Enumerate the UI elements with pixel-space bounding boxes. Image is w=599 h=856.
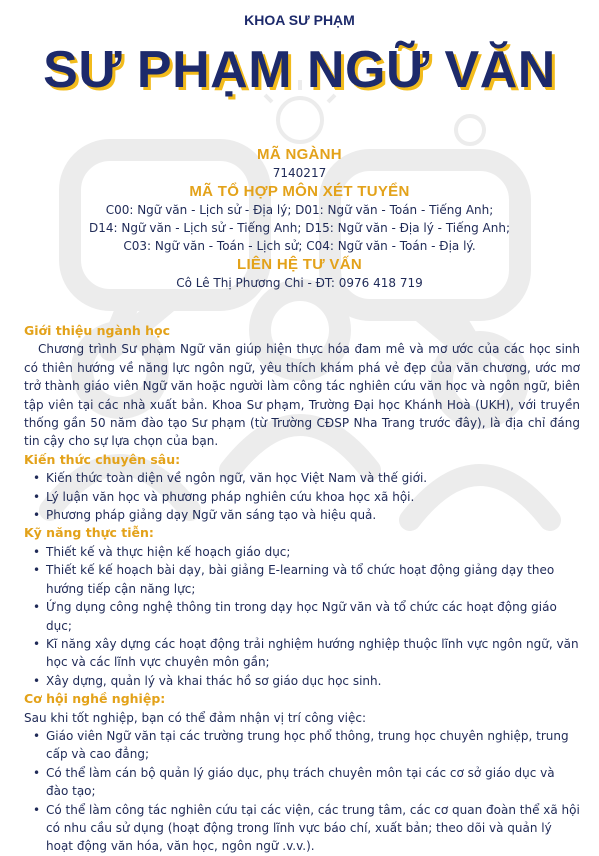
list-item: • Thiết kế kế hoạch bài dạy, bài giảng E-learning và tổ chức hoạt động giảng dạy theo hướng tiếp cận năng lực; — [46, 561, 580, 598]
skills-heading: Kỹ năng thực tiễn: — [24, 525, 154, 541]
contact-heading: LIÊN HỆ TƯ VẤN — [237, 256, 362, 273]
program-code-heading: MÃ NGÀNH — [257, 146, 342, 163]
subject-combo-line: D14: Ngữ văn - Lịch sử - Tiếng Anh; D15: Ngữ văn - Địa lý - Tiếng Anh; — [88, 221, 511, 235]
subject-combo-line: C00: Ngữ văn - Lịch sử - Địa lý; D01: Ngữ văn - Toán - Tiếng Anh; — [105, 203, 494, 217]
list-item: • Có thể làm cán bộ quản lý giáo dục, phụ trách chuyên môn tại các cơ sở giáo dục và đào tạo; — [46, 764, 580, 801]
list-item: • Xây dựng, quản lý và khai thác hồ sơ giáo dục học sinh. — [46, 672, 580, 690]
department-label: KHOA SƯ PHẠM — [244, 12, 355, 28]
list-item: • Thiết kế và thực hiện kế hoạch giáo dục; — [46, 543, 580, 561]
list-item: • Giáo viên Ngữ văn tại các trường trung học phổ thông, trung học chuyên nghiệp, trung cấp và cao đẳng; — [46, 727, 580, 764]
careers-intro: Sau khi tốt nghiệp, bạn có thể đảm nhận vị trí công việc: — [24, 710, 367, 725]
intro-paragraph: Chương trình Sư phạm Ngữ văn giúp hiện thực hóa đam mê và mơ ước của các học sinh có thiên hướng về năng lực ngôn ngữ, yêu thích khám phá vẻ đẹp của văn chương, ước mơ trở thành giáo viên Ngữ văn hoặc người làm công tác nghiên cứu văn học và ngôn ngữ, biên tập viên tại các nhà xuất bản. Khoa Sư phạm, Trường Đại học Khánh Hoà (UKH), với truyền thống gần 50 năm đào tạo Sư phạm (từ Trường CĐSP Nha Trang trước đây), là địa chỉ đáng tin cậy cho sự lựa chọn của bạn. — [24, 342, 580, 449]
program-code-value: 7140217 — [272, 166, 327, 180]
list-item: • Ứng dụng công nghệ thông tin trong dạy học Ngữ văn và tổ chức các hoạt động giáo dục; — [46, 598, 580, 635]
admission-info — [0, 145, 599, 292]
careers-heading: Cơ hội nghề nghiệp: — [24, 691, 166, 707]
intro-heading: Giới thiệu ngành học — [24, 323, 170, 338]
list-item: • Lý luận văn học và phương pháp nghiên cứu khoa học xã hội. — [46, 488, 580, 506]
subject-combo-line: C03: Ngữ văn - Toán - Lịch sử; C04: Ngữ văn - Toán - Địa lý. — [123, 239, 476, 253]
list-item: • Phương pháp giảng dạy Ngữ văn sáng tạo và hiệu quả. — [46, 506, 580, 524]
list-item: • Kiến thức toàn diện về ngôn ngữ, văn học Việt Nam và thế giới. — [46, 469, 580, 487]
knowledge-heading: Kiến thức chuyên sâu: — [24, 451, 181, 467]
page-title: SƯ PHẠM NGỮ VĂN — [43, 41, 556, 99]
subject-combo-heading: MÃ TỔ HỢP MÔN XÉT TUYỂN — [189, 183, 410, 200]
careers-list — [24, 727, 580, 856]
knowledge-list — [24, 469, 580, 524]
program-description — [24, 322, 580, 856]
list-item: • Có thể làm công tác nghiên cứu tại các viện, các trung tâm, các cơ quan đoàn thể xã hội có nhu cầu sử dụng (hoạt động trong lĩnh vực báo chí, xuất bản; theo dõi và quản lý hoạt động văn hóa, văn học, ngôn ngữ .v.v.). — [46, 801, 580, 856]
list-item: • Kĩ năng xây dựng các hoạt động trải nghiệm hướng nghiệp thuộc lĩnh vực ngôn ngữ, văn học và các lĩnh vực chuyên môn gần; — [46, 635, 580, 672]
skills-list — [24, 543, 580, 690]
contact-value: Cô Lê Thị Phương Chi - ĐT: 0976 418 719 — [176, 276, 423, 290]
